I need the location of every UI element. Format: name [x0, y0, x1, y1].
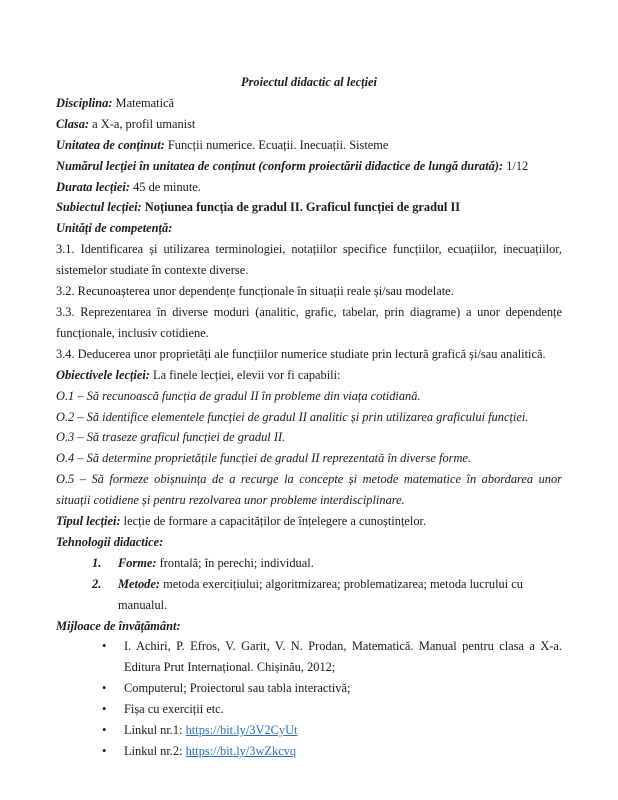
means-item	[102, 678, 562, 699]
objective-item: O.5 – Să formeze obișnuința de a recurge la concepte și metode matematice în abordarea unor situații cotidiene și pentru rezolvarea unor probleme interdisciplinare.	[56, 472, 562, 508]
means-item	[102, 741, 562, 762]
technologies-list	[56, 553, 562, 616]
field-value: Noțiunea funcția de gradul II. Graficul funcției de gradul II	[141, 200, 461, 215]
field-value: frontală; în perechi; individual.	[156, 555, 314, 570]
field-lesson-type	[56, 511, 562, 532]
objective-item: O.4 – Să determine proprietățile funcției de gradul II reprezentată în diverse forme.	[56, 451, 472, 466]
field-content-unit	[56, 135, 562, 156]
technology-item	[92, 574, 562, 616]
field-label: Unitatea de conținut:	[56, 137, 165, 152]
bullet-icon: •	[102, 681, 107, 696]
objective-item: O.1 – Să recunoască funcția de gradul II în probleme din viața cotidiană.	[56, 388, 421, 403]
means-item	[102, 720, 562, 741]
field-lesson-number	[56, 156, 562, 177]
link-label: Linkul nr.1:	[124, 723, 186, 738]
field-duration	[56, 177, 562, 198]
competence-item: 3.2. Recunoașterea unor dependențe funcționale în situații reale și/sau modelate.	[56, 284, 454, 299]
bullet-icon: •	[102, 702, 107, 717]
field-label: Obiectivele lecției:	[56, 367, 150, 382]
field-label: Clasa:	[56, 116, 90, 131]
means-item	[102, 699, 562, 720]
objective-item: O.3 – Să traseze graficul funcției de gradul II.	[56, 430, 286, 445]
competence-item: 3.3. Reprezentarea în diverse moduri (analitic, grafic, tabelar, prin diagrame) a unor dependențe funcționale, inclusiv cotidiene.	[56, 304, 562, 340]
field-value: lecție de formare a capacităților de înțelegere a cunoștințelor.	[120, 514, 427, 529]
bullet-icon: •	[102, 723, 107, 738]
field-label: Disciplina:	[56, 95, 113, 110]
objectives-heading	[56, 365, 562, 386]
field-value: Matematică	[112, 95, 175, 110]
link-label: Linkul nr.2:	[124, 744, 186, 758]
field-subject	[56, 197, 562, 218]
objectives-intro: La finele lecției, elevii vor fi capabili:	[149, 367, 341, 382]
field-value: 45 de minute.	[130, 179, 201, 194]
bullet-icon: •	[102, 639, 107, 654]
competence-item: 3.1. Identificarea și utilizarea terminologiei, notațiilor specifice funcțiilor, ecuațiilor, inecuațiilor, sistemelor studiate în contexte diverse.	[56, 242, 562, 278]
field-label: Subiectul lecției:	[56, 200, 142, 215]
means-item	[102, 636, 562, 678]
field-label: Tipul lecției:	[56, 514, 121, 529]
means-text: Fișa cu exerciții etc.	[124, 702, 224, 717]
technologies-heading: Tehnologii didactice:	[56, 534, 164, 549]
field-value: 1/12	[503, 158, 529, 173]
field-class	[56, 114, 562, 135]
field-label: Metode:	[118, 576, 160, 591]
objective-item: O.2 – Să identifice elementele funcției de gradul II analitic și prin utilizarea graficului funcției.	[56, 409, 529, 424]
link-2[interactable]: https://bit.ly/3wZkcvq	[185, 744, 297, 758]
field-discipline	[56, 93, 562, 114]
list-number: 1.	[92, 555, 102, 570]
means-heading: Mijloace de învățământ:	[56, 618, 181, 633]
document-title: Proiectul didactic al lecției	[241, 75, 377, 89]
means-text: Computerul; Proiectorul sau tabla interactivă;	[124, 681, 351, 696]
field-value: metoda exercițiului; algoritmizarea; problematizarea; metoda lucrului cu manualul.	[118, 576, 523, 612]
document-page	[56, 72, 562, 762]
field-value: a X-a, profil umanist	[89, 116, 196, 131]
field-label: Durata lecției:	[56, 179, 130, 194]
field-value: Funcții numerice. Ecuații. Inecuații. Sisteme	[164, 137, 389, 152]
field-label: Forme:	[118, 555, 157, 570]
competences-heading: Unități de competență:	[56, 221, 173, 236]
link-1[interactable]: https://bit.ly/3V2CyUt	[185, 723, 298, 738]
technology-item	[92, 553, 562, 574]
field-label: Numărul lecției în unitatea de conținut (conform proiectării didactice de lungă durată):	[56, 158, 504, 173]
bullet-icon: •	[102, 744, 107, 758]
means-text: I. Achiri, P. Efros, V. Garit, V. N. Prodan, Matematică. Manual pentru clasa a X-a. Editura Prut Internațional. Chișinău, 2012;	[124, 639, 562, 675]
competence-item: 3.4. Deducerea unor proprietăți ale funcțiilor numerice studiate prin lectură grafică și/sau analitică.	[56, 346, 546, 361]
means-list	[56, 636, 562, 761]
list-number: 2.	[92, 576, 102, 591]
